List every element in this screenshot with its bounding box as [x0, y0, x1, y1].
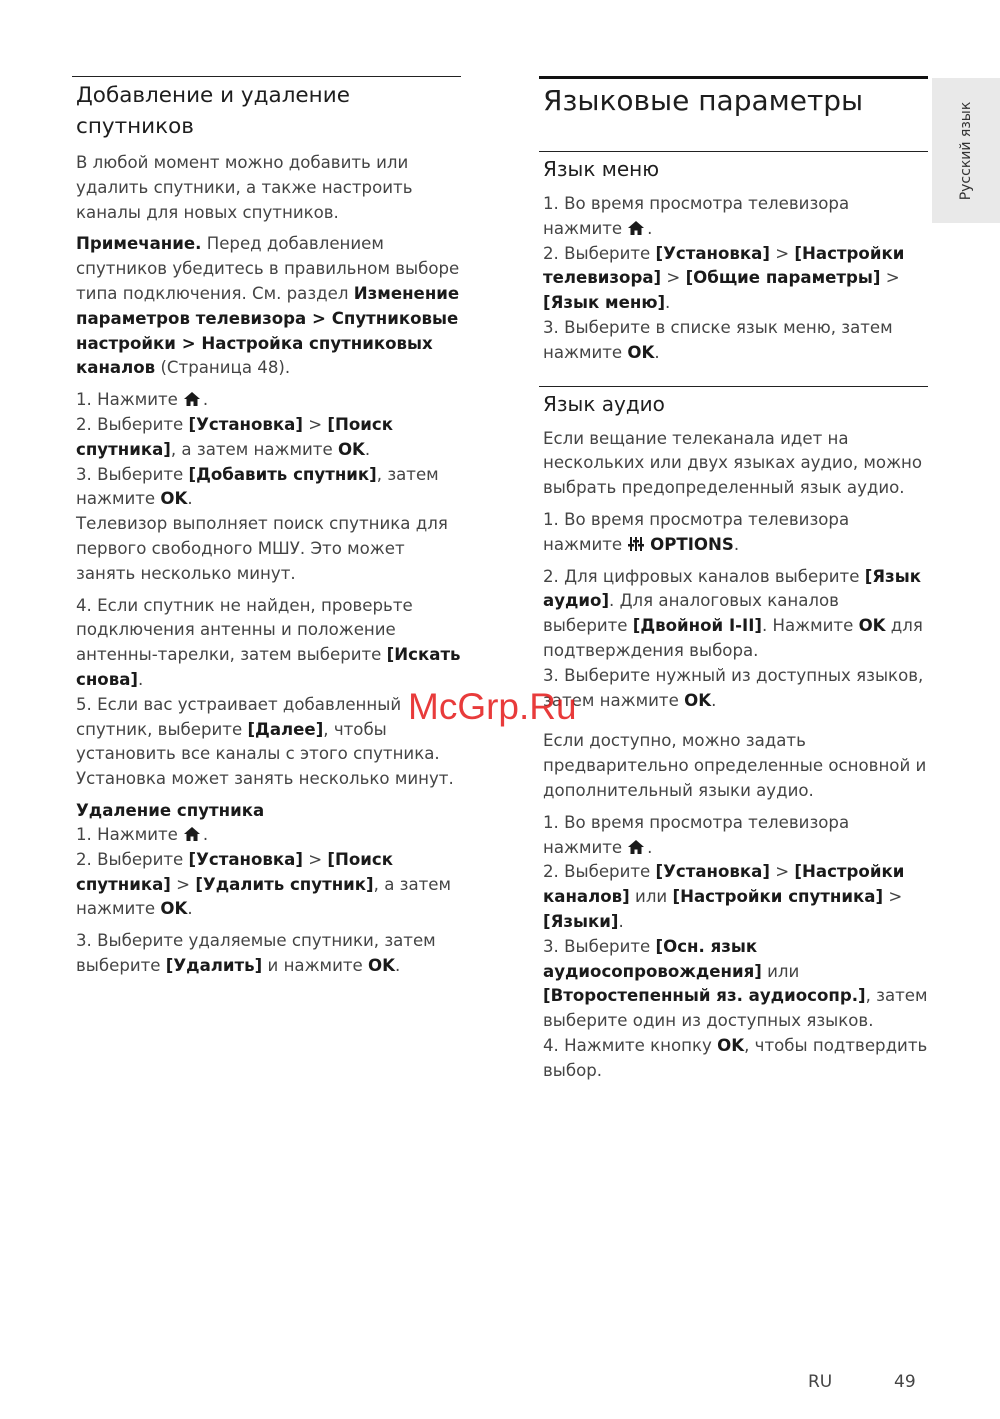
pref-step-4-a: 4. Нажмите кнопку — [543, 1035, 718, 1055]
remove-step-2-g: , а затем нажмите — [76, 874, 452, 919]
add-step-2-b: [Установка] — [188, 414, 303, 434]
add-step-2-a: 2. Выберите — [76, 414, 189, 434]
remove-step-2-e: > — [170, 874, 196, 894]
add-step-3-d: OK — [160, 489, 188, 509]
left-top-rule — [72, 76, 461, 77]
menu-language-title: Язык меню — [543, 157, 660, 181]
add-step-5 — [76, 693, 461, 792]
pref-step-1-text: 1. Во время просмотра телевизора нажмите — [543, 812, 850, 857]
audio-step-2-f: OK — [858, 616, 886, 636]
audio-step-1: 1. Во время просмотра телевизора нажмите OPTIONS. — [543, 509, 850, 554]
menu-step-3-b: OK — [627, 342, 655, 362]
remove-step-2: 2. Выберите [Установка] > [Поиск спутника] > [Удалить спутник], а затем нажмите OK. — [76, 849, 452, 919]
remove-step-3-d: OK — [368, 955, 395, 975]
pref-step-4-b: OK — [717, 1035, 745, 1055]
right-top-rule — [539, 76, 928, 79]
audio-step-2-g: для подтверждения выбора. — [543, 616, 923, 660]
menu-step-1-text: 1. Во время просмотра телевизора нажмите — [543, 194, 850, 238]
audio-step-3: 3. Выберите нужный из доступных языков, затем нажмите OK. — [543, 665, 924, 710]
pref-step-2-h: [Языки] — [543, 911, 619, 931]
section-title-language: Языковые параметры — [543, 84, 864, 117]
pref-step-1: 1. Во время просмотра телевизора нажмите . — [543, 812, 850, 857]
audio-step-2-c: . Для аналоговых каналов выберите — [543, 591, 839, 636]
menu-step-1: 1. Во время просмотра телевизора нажмите . — [543, 194, 850, 238]
pref-step-2-d: [Настройки каналов] — [543, 862, 905, 907]
home-icon — [184, 392, 200, 406]
remove-step-2-b: [Установка] — [188, 849, 303, 869]
audio-step-2-e: . Нажмите — [761, 616, 859, 636]
right-column — [539, 76, 928, 1091]
menu-step-2-g: > — [880, 268, 900, 288]
section-title-satellites: Добавление и удаление спутников — [76, 83, 350, 139]
remove-step-3-b: [Удалить] — [165, 955, 263, 975]
menu-step-2-d: [Настройки телевизора] — [543, 243, 905, 288]
pref-step-3-c: или — [761, 961, 800, 981]
menu-step-2-a: 2. Выберите — [543, 243, 656, 263]
side-tab-label: Русский язык — [958, 101, 974, 200]
pref-step-3-a: 3. Выберите — [543, 936, 656, 956]
audio-step-1-a: 1. Во время просмотра телевизора нажмите — [543, 509, 850, 554]
note-label: Примечание. — [76, 234, 202, 254]
audio-step-3-a: 3. Выберите нужный из доступных языков, затем нажмите — [543, 665, 924, 710]
pref-step-2-a: 2. Выберите — [543, 862, 656, 882]
add-step-2: 2. Выберите [Установка] > [Поиск спутника], а затем нажмите OK. — [76, 414, 394, 459]
pref-step-2-g: > — [883, 887, 903, 907]
preferred-audio-intro: Если доступно, можно задать предварительно определенные основной и дополнительный языки аудио. — [543, 731, 927, 800]
remove-step-1-text: 1. Нажмите — [76, 824, 178, 844]
add-step-1-text: 1. Нажмите — [76, 390, 178, 410]
remove-step-2-f: [Удалить спутник] — [195, 874, 374, 894]
add-step-2-c: > — [302, 414, 328, 434]
add-step-4: 4. Если спутник не найден, проверьте подключения антенны и положение антенны-тарелки, затем выберите [Искать снова]. — [76, 595, 461, 689]
remove-step-2-a: 2. Выберите — [76, 849, 189, 869]
home-icon — [184, 827, 200, 841]
add-step-2-e: , а затем нажмите — [170, 439, 338, 459]
remove-step-3-a: 3. Выберите удаляемые спутники, затем выберите — [76, 931, 436, 975]
add-step-4-a: 4. Если спутник не найден, проверьте подключения антенны и положение антенны-тарелки, затем выберите — [76, 595, 413, 665]
remove-step-1: 1. Нажмите . — [76, 824, 209, 844]
pref-step-2-f: [Настройки спутника] — [672, 887, 884, 907]
audio-lang-rule — [539, 386, 928, 387]
add-step-5-b: [Далее] — [247, 719, 324, 739]
menu-step-3: 3. Выберите в списке язык меню, затем нажмите OK. — [543, 317, 893, 362]
menu-step-2-b: [Установка] — [655, 243, 770, 263]
add-step-3-c: , затем нажмите — [76, 464, 439, 509]
audio-intro: Если вещание телеканала идет на нескольких или двух языках аудио, можно выбрать предопределенный язык аудио. — [543, 428, 923, 498]
footer-language-code: RU — [808, 1372, 833, 1392]
menu-step-2-f: [Общие параметры] — [685, 268, 881, 288]
menu-step-3-a: 3. Выберите в списке язык меню, затем нажмите — [543, 317, 893, 362]
add-step-5-a: 5. Если вас устраивает добавленный спутник, выберите — [76, 694, 402, 739]
pref-step-2-e: или — [629, 887, 673, 907]
add-step-1: 1. Нажмите . — [76, 390, 209, 410]
watermark: McGrp.Ru — [408, 686, 577, 727]
pref-step-4-c: , чтобы подтвердить выбор. — [543, 1035, 928, 1080]
options-icon — [628, 537, 644, 551]
language-side-tab — [932, 78, 1000, 223]
add-step-3: 3. Выберите [Добавить спутник], затем нажмите OK. — [76, 464, 439, 509]
satellites-note — [76, 232, 461, 381]
add-step-3-b: [Добавить спутник] — [188, 464, 377, 484]
remove-step-2-d: [Поиск спутника] — [76, 849, 394, 894]
menu-step-2: 2. Выберите [Установка] > [Настройки телевизора] > [Общие параметры] > [Язык меню]. — [543, 243, 905, 313]
add-step-3-a: 3. Выберите — [76, 464, 189, 484]
left-column — [72, 76, 461, 986]
note-link[interactable]: Изменение параметров телевизора > Спутниковые настройки > Настройка спутниковых каналов — [76, 283, 460, 378]
menu-step-2-h: [Язык меню] — [543, 293, 666, 313]
audio-step-2 — [543, 565, 928, 664]
home-icon — [628, 840, 644, 854]
menu-step-2-c: > — [769, 243, 795, 263]
audio-step-2-d: [Двойной I-II] — [632, 616, 762, 636]
audio-step-2-a: 2. Для цифровых каналов выберите — [543, 566, 865, 586]
satellites-intro: В любой момент можно добавить или удалить спутники, а также настроить каналы для новых спутников. — [76, 153, 413, 222]
pref-step-3-d: [Второстепенный яз. аудиосопр.] — [543, 986, 866, 1006]
add-step-2-f: OK — [337, 439, 365, 459]
pref-step-3-b: [Осн. язык аудиосопровождения] — [543, 936, 762, 981]
add-step-5-c: , чтобы установить все каналы с этого спутника. Установка может занять несколько минут. — [76, 719, 454, 789]
note-text: Перед добавлением спутников убедитесь в правильном выборе типа подключения. См. раздел — [76, 234, 460, 303]
remove-step-3-c: и нажмите — [262, 955, 369, 975]
audio-step-2-b: [Язык аудио] — [543, 566, 921, 611]
pref-step-4 — [543, 1034, 928, 1084]
pref-step-3-e: , затем выберите один из доступных языков. — [543, 986, 928, 1031]
add-step-2-d: [Поиск спутника] — [76, 414, 394, 459]
menu-lang-rule — [539, 151, 928, 152]
pref-step-2-b: [Установка] — [655, 862, 770, 882]
audio-step-3-b: OK — [684, 690, 712, 710]
home-icon — [628, 221, 644, 235]
page-number: 49 — [894, 1372, 916, 1392]
add-step-4-b: [Искать снова] — [76, 645, 461, 689]
remove-satellite-title: Удаление спутника — [76, 800, 265, 820]
note-page: (Страница 48). — [155, 358, 291, 378]
pref-step-2-c: > — [769, 862, 795, 882]
audio-language-title: Язык аудио — [543, 391, 665, 416]
audio-step-1-b: OPTIONS — [650, 534, 734, 554]
remove-step-2-h: OK — [160, 899, 188, 919]
remove-step-2-c: > — [302, 849, 328, 869]
pref-step-3 — [543, 935, 928, 1034]
remove-step-3: 3. Выберите удаляемые спутники, затем выберите [Удалить] и нажмите OK. — [76, 931, 436, 975]
pref-step-2: 2. Выберите [Установка] > [Настройки каналов] или [Настройки спутника] > [Языки]. — [543, 862, 905, 931]
search-info: Телевизор выполняет поиск спутника для первого свободного МШУ. Это может занять несколько минут. — [76, 514, 448, 583]
menu-step-2-e: > — [661, 268, 686, 288]
